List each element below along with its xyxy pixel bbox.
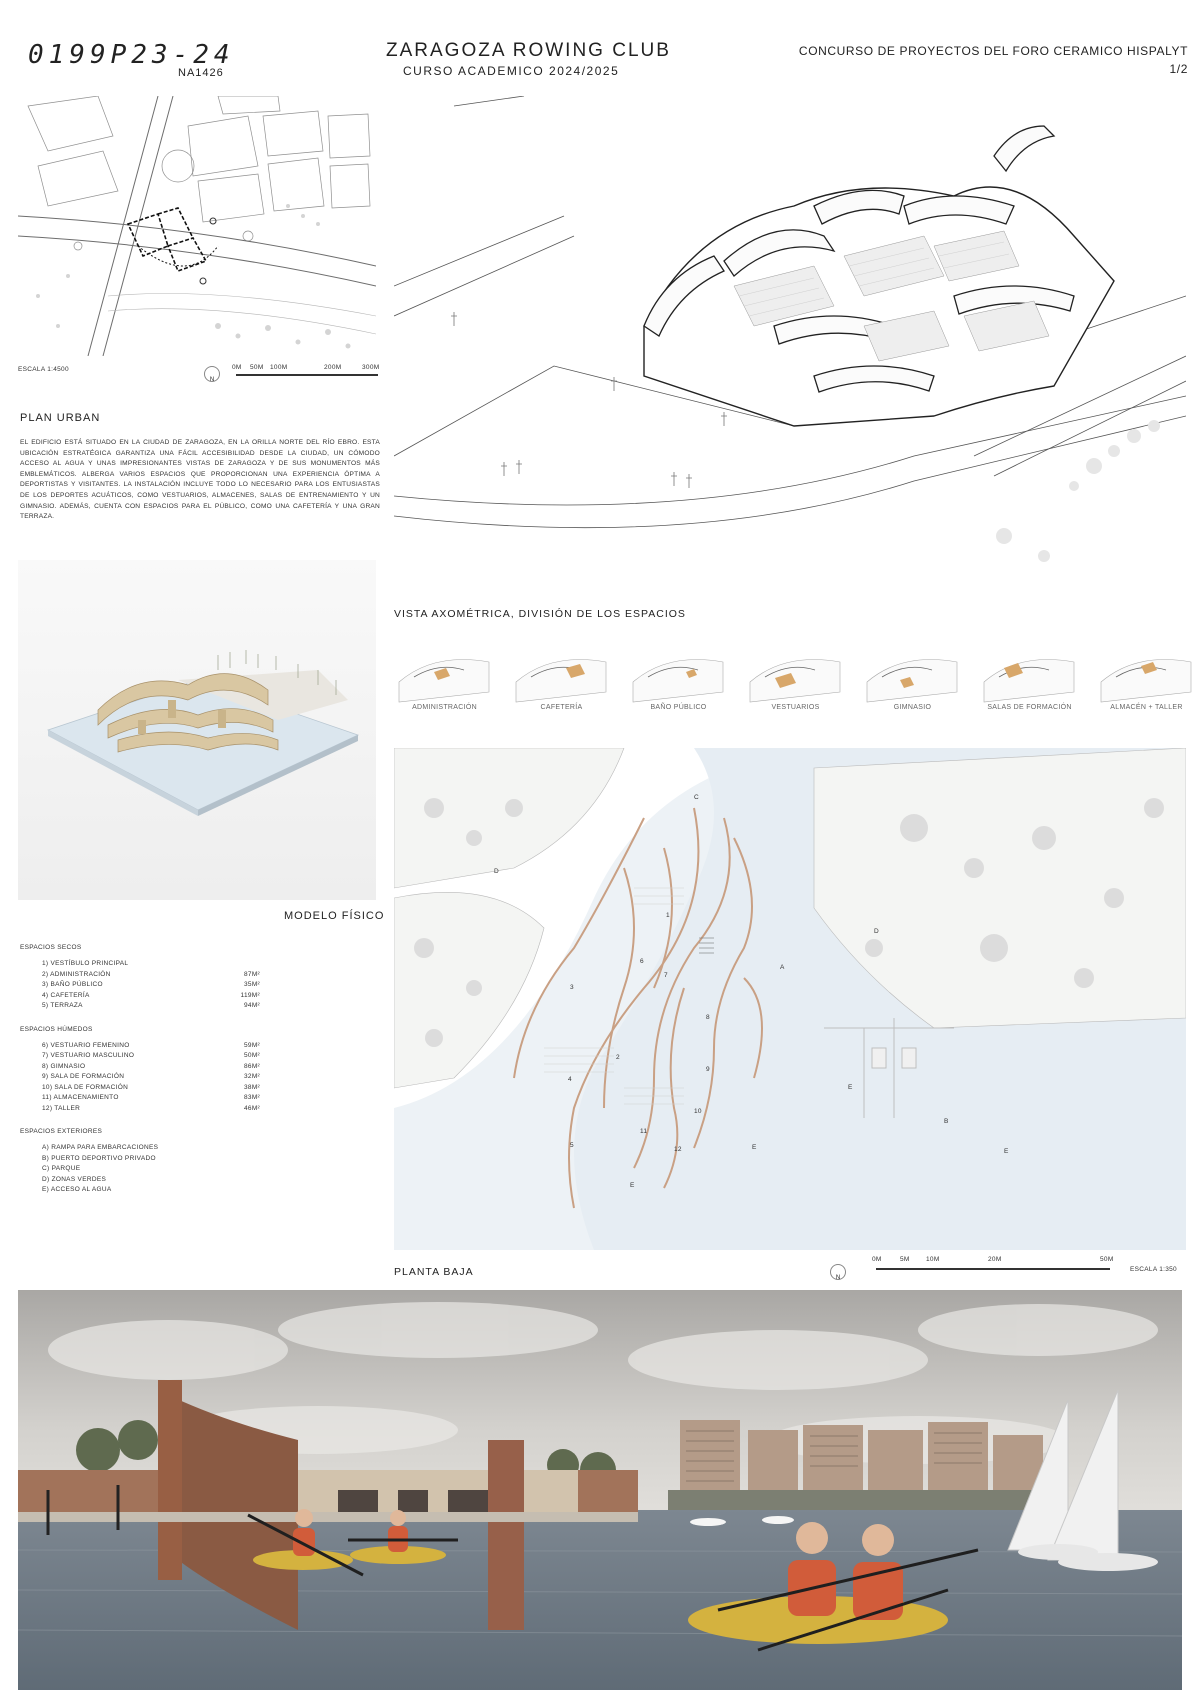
axo-thumb-label: GIMNASIO <box>893 704 932 711</box>
axo-thumb-cafeteria <box>511 642 612 726</box>
exterior-render-image <box>18 1290 1182 1690</box>
axo-thumb-label: ADMINISTRACIÓN <box>412 704 477 711</box>
physical-model-photo <box>18 560 376 900</box>
ground-floor-plan <box>394 748 1186 1250</box>
legend-row <box>42 1001 260 1012</box>
legend-row <box>42 1185 260 1196</box>
legend-area: 119M² <box>240 991 260 999</box>
sheet-number: 1/2 <box>1169 62 1188 76</box>
legend-label: 10) SALA DE FORMACIÓN <box>42 1083 129 1091</box>
ground-floor-plan-drawing <box>394 748 1186 1250</box>
legend-row <box>42 1143 260 1154</box>
legend-area: 50M² <box>243 1052 260 1059</box>
zone-letter: E <box>630 1182 635 1189</box>
legend-area: 83M² <box>243 1094 260 1101</box>
scale-tick: 50M <box>250 364 264 371</box>
legend-label: 7) VESTUARIO MASCULINO <box>42 1052 135 1059</box>
legend-row <box>42 1154 260 1165</box>
ground-plan-scale: ESCALA 1:350 <box>1130 1266 1177 1273</box>
legend-row <box>42 980 260 991</box>
room-number: 11 <box>640 1128 648 1135</box>
legend-label: C) PARQUE <box>42 1165 81 1172</box>
project-code: 0199P23-24 <box>28 40 235 70</box>
scale-tick: 0M <box>232 364 242 371</box>
legend-label: 9) SALA DE FORMACIÓN <box>42 1073 125 1080</box>
site-plan-drawing <box>18 96 376 356</box>
room-number: 12 <box>674 1146 682 1153</box>
legend-label: E) ACCESO AL AGUA <box>42 1186 112 1193</box>
ground-plan-scale-bar <box>872 1256 1114 1278</box>
legend-row <box>42 1104 260 1115</box>
zone-letter: D <box>874 928 879 935</box>
legend-label: D) ZONAS VERDES <box>42 1175 107 1183</box>
scale-tick: 200M <box>324 364 342 371</box>
legend-area: 59M² <box>243 1041 260 1049</box>
legend-label: 11) ALMACENAMIENTO <box>42 1094 119 1101</box>
zone-letter: B <box>944 1118 949 1125</box>
axo-thumb-label: VESTUARIOS <box>771 704 820 711</box>
axo-thumbs-row <box>394 642 1186 726</box>
axo-thumb-label: SALAS DE FORMACIÓN <box>987 704 1072 711</box>
zone-letter: C <box>694 794 699 801</box>
legend-row <box>42 1062 260 1073</box>
axo-thumb-administracion <box>394 642 495 726</box>
room-number: 10 <box>694 1108 702 1115</box>
room-number: 4 <box>568 1076 572 1083</box>
legend-label: 1) VESTÍBULO PRINCIPAL <box>42 960 129 967</box>
plan-urban-body: EL EDIFICIO ESTÁ SITUADO EN LA CIUDAD DE ZARAGOZA, EN LA ORILLA NORTE DEL RÍO EBRO. ESTA UBICACIÓN ESTRATÉGICA GARANTIZA UNA FÁCIL ACCESIBILIDAD DESDE LA CIUDAD, UN CÓMODO ACCESO AL AGUA Y UNAS IMPRESIONANTES VISTAS DE ZARAGOZA Y DE SUS MONUMENTOS MÁS EMBLEMÁTICOS. ALBERGA VARIOS ESPACIOS QUE PROPORCIONAN UNA EXPERIENCIA ÓPTIMA A DEPORTISTAS Y VISITANTES. LA INSTALACIÓN INCLUYE TODO LO NECESARIO PARA LOS ENTUSIASTAS DE LOS DEPORTES ACUÁTICOS, COMO VESTUARIOS, ALMACENES, SALAS DE ENTRENAMIENTO Y UN GIMNASIO. ADEMÁS, CUENTA CON ESPACIOS PARA EL PÚBLICO, COMO UNA CAFETERÍA Y UNA GRAN TERRAZA. <box>20 439 380 521</box>
legend-row <box>42 1175 260 1186</box>
axo-thumb-gimnasio <box>862 642 963 726</box>
scale-tick: 100M <box>270 364 288 371</box>
exterior-render <box>18 1290 1182 1690</box>
zone-letter: E <box>752 1144 757 1151</box>
legend-area: 46M² <box>243 1104 260 1112</box>
zone-letter: A <box>780 964 785 971</box>
scale-tick: 0M <box>872 1256 882 1263</box>
axo-thumb-bano-publico <box>628 642 729 726</box>
legend-ext-title: ESPACIOS EXTERIORES <box>20 1128 103 1135</box>
site-plan-scale-bar <box>232 364 380 384</box>
zone-letter: E <box>1004 1148 1009 1155</box>
legend-label: A) RAMPA PARA EMBARCACIONES <box>42 1144 159 1151</box>
site-plan <box>18 96 376 356</box>
scale-tick: 300M <box>362 364 380 371</box>
legend-label: 4) CAFETERÍA <box>42 991 90 999</box>
scale-tick: 10M <box>926 1256 940 1263</box>
space-legend <box>20 944 260 1196</box>
zone-letter: E <box>848 1084 853 1091</box>
scale-tick: 20M <box>988 1256 1002 1263</box>
legend-area: 32M² <box>243 1073 260 1080</box>
legend-row <box>42 991 260 1002</box>
north-label: N <box>209 377 215 383</box>
axo-thumb-vestuarios <box>745 642 846 726</box>
legend-row <box>42 1093 260 1104</box>
site-plan-scale: ESCALA 1:4500 <box>18 366 69 373</box>
room-number: 3 <box>570 984 574 991</box>
legend-label: 2) ADMINISTRACIÓN <box>42 970 111 978</box>
axonometric-drawing <box>394 96 1186 600</box>
legend-row <box>42 1083 260 1094</box>
legend-area: 86M² <box>243 1062 260 1070</box>
page-subtitle: CURSO ACADEMICO 2024/2025 <box>403 64 620 78</box>
legend-dry-title: ESPACIOS SECOS <box>20 944 82 951</box>
physical-model-render <box>18 560 376 900</box>
physical-model-heading: MODELO FÍSICO <box>284 910 385 922</box>
axonometric-linework <box>394 96 1186 600</box>
competition-name: CONCURSO DE PROYECTOS DEL FORO CERAMICO HISPALYT <box>798 44 1188 58</box>
legend-label: 6) VESTUARIO FEMENINO <box>42 1041 130 1049</box>
legend-row <box>42 1051 260 1062</box>
north-label: N <box>835 1275 841 1281</box>
plan-urban-heading: PLAN URBAN <box>20 412 101 424</box>
axo-division-heading: VISTA AXOMÉTRICA, DIVISIÓN DE LOS ESPACIOS <box>394 608 686 620</box>
axo-thumb-almacen-taller <box>1096 642 1197 726</box>
legend-area: 94M² <box>243 1002 260 1009</box>
scale-tick: 5M <box>900 1256 910 1263</box>
room-number: 2 <box>616 1054 620 1061</box>
zone-letter: D <box>494 868 499 875</box>
legend-row <box>42 1164 260 1175</box>
page-title: ZARAGOZA ROWING CLUB <box>386 40 671 61</box>
room-number: 9 <box>706 1066 710 1073</box>
legend-row <box>42 1072 260 1083</box>
axo-thumb-label: BAÑO PÚBLICO <box>650 704 707 711</box>
room-number: 6 <box>640 958 644 965</box>
legend-wet-title: ESPACIOS HÚMEDOS <box>20 1025 93 1033</box>
legend-label: 3) BAÑO PÚBLICO <box>42 981 103 988</box>
site-plan-north-arrow <box>204 366 220 382</box>
legend-area: 38M² <box>243 1083 260 1091</box>
legend-label: 12) TALLER <box>42 1104 81 1112</box>
axo-thumb-label: CAFETERÍA <box>540 704 583 711</box>
room-number: 7 <box>664 972 668 979</box>
legend-label: 8) GIMNASIO <box>42 1062 86 1070</box>
scale-tick: 50M <box>1100 1256 1114 1263</box>
room-number: 1 <box>666 912 670 919</box>
ground-plan-north-arrow <box>830 1264 846 1280</box>
legend-label: B) PUERTO DEPORTIVO PRIVADO <box>42 1154 156 1162</box>
legend-label: 5) TERRAZA <box>42 1002 83 1009</box>
room-number: 8 <box>706 1014 710 1021</box>
axo-thumb-salas-formacion <box>979 642 1080 726</box>
legend-row <box>42 959 260 970</box>
legend-row <box>42 1041 260 1052</box>
legend-area: 87M² <box>243 970 260 978</box>
legend-row <box>42 970 260 981</box>
room-number: 5 <box>570 1142 574 1149</box>
ground-plan-heading: PLANTA BAJA <box>394 1266 474 1278</box>
project-subcode: NA1426 <box>178 67 224 79</box>
legend-area: 35M² <box>243 981 260 988</box>
axo-thumb-label: ALMACÉN + TALLER <box>1110 704 1183 711</box>
